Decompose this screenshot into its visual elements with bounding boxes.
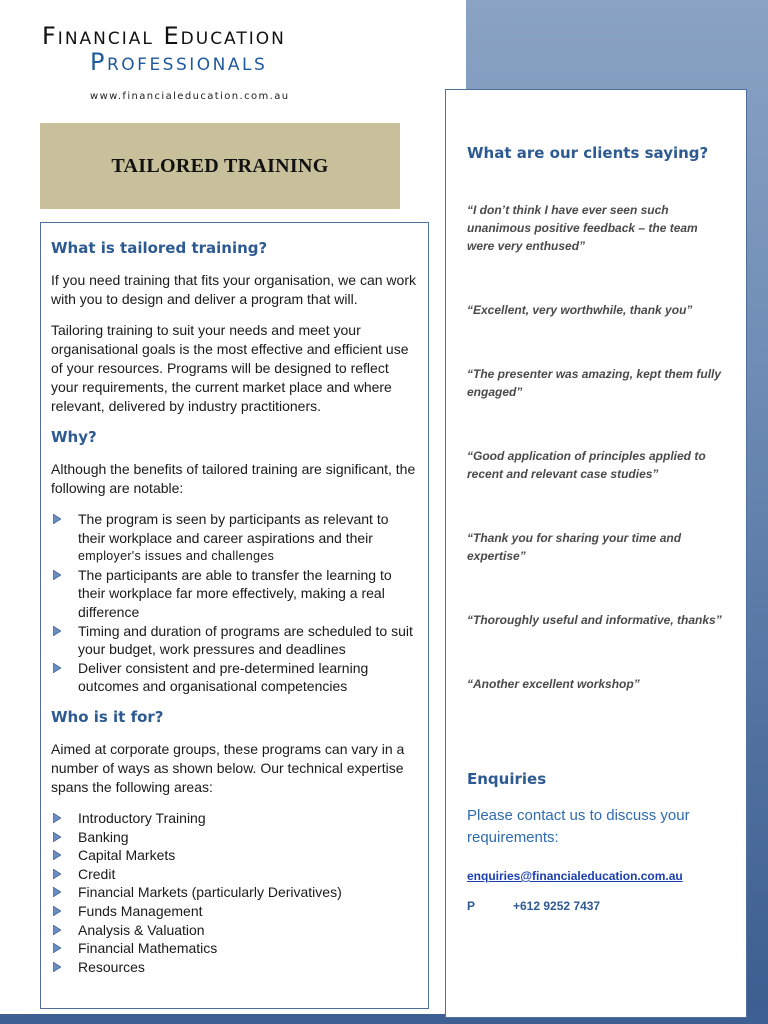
heading-what-is: What is tailored training? xyxy=(51,239,268,257)
area-text: Credit xyxy=(78,865,116,882)
arrow-bullet-icon xyxy=(53,813,61,823)
area-text: Analysis & Valuation xyxy=(78,921,205,938)
arrow-bullet-icon xyxy=(53,869,61,879)
area-text: Capital Markets xyxy=(78,847,176,864)
area-text: Introductory Training xyxy=(78,809,206,826)
list-item xyxy=(51,902,418,921)
heading-enquiries: Enquiries xyxy=(467,770,547,788)
arrow-bullet-icon xyxy=(53,663,61,673)
testimonials-box xyxy=(445,89,747,1018)
benefit-note: employer's issues and challenges xyxy=(78,549,275,564)
benefit-text: Deliver consistent and pre-determined learning outcomes and organisational competencies xyxy=(78,659,369,695)
arrow-bullet-icon xyxy=(53,906,61,916)
benefit-text: The program is seen by participants as relevant to their workplace and career aspirations and their xyxy=(78,511,389,546)
list-item xyxy=(51,939,418,958)
arrow-bullet-icon xyxy=(53,943,61,953)
main-content-box xyxy=(40,222,429,1009)
list-item xyxy=(51,566,418,622)
testimonial-quote: “Thank you for sharing your time and expertise” xyxy=(467,531,682,563)
areas-list xyxy=(51,809,418,976)
list-item xyxy=(51,865,418,884)
brand-url[interactable]: www.financialeducation.com.au xyxy=(90,91,290,102)
heading-who: Who is it for? xyxy=(51,707,164,726)
heading-clients: What are our clients saying? xyxy=(467,144,709,162)
arrow-bullet-icon xyxy=(53,887,61,897)
list-item xyxy=(51,846,418,865)
contact-text: Please contact us to discuss your requirements: xyxy=(467,807,690,846)
title-banner xyxy=(40,123,400,209)
list-item xyxy=(51,622,418,659)
list-item xyxy=(51,510,418,566)
heading-why: Why? xyxy=(51,428,97,446)
testimonial-quote: “Good application of principles applied to recent and relevant case studies” xyxy=(467,449,706,481)
list-item xyxy=(51,659,418,696)
testimonial-quote: “Another excellent workshop” xyxy=(467,677,640,691)
benefit-text: Timing and duration of programs are scheduled to suit your budget, work pressures and deadlines xyxy=(78,622,413,658)
list-item xyxy=(51,921,418,940)
arrow-bullet-icon xyxy=(53,626,61,636)
testimonial-quote: “I don’t think I have ever seen such unanimous positive feedback – the team were very enthused” xyxy=(467,203,698,253)
benefits-list xyxy=(51,510,418,696)
brand-name-line2: Professionals xyxy=(90,48,268,76)
arrow-bullet-icon xyxy=(53,832,61,842)
benefit-text: The participants are able to transfer the learning to their workplace far more effectively, making a real difference xyxy=(78,566,392,620)
email-link[interactable]: enquiries@financialeducation.com.au xyxy=(467,869,683,883)
list-item xyxy=(51,883,418,902)
list-item xyxy=(51,828,418,847)
area-text: Resources xyxy=(78,958,145,975)
testimonial-quote: “Excellent, very worthwhile, thank you” xyxy=(467,303,693,317)
area-text: Financial Markets (particularly Derivatives) xyxy=(78,884,342,901)
arrow-bullet-icon xyxy=(53,962,61,972)
list-item xyxy=(51,809,418,828)
arrow-bullet-icon xyxy=(53,850,61,860)
list-item xyxy=(51,958,418,977)
testimonial-quote: “The presenter was amazing, kept them fully engaged” xyxy=(467,367,722,399)
paragraph-intro: If you need training that fits your organisation, we can work with you to design and deliver a program that will. xyxy=(51,272,416,307)
phone-row xyxy=(467,899,726,913)
paragraph-tailoring: Tailoring training to suit your needs and meet your organisational goals is the most effective and efficient use of your resources. Programs will be designed to reflect your requirements, the current market place and where relevant, delivered by industry practitioners. xyxy=(51,322,409,414)
phone-number[interactable]: +612 9252 7437 xyxy=(513,899,601,913)
paragraph-who: Aimed at corporate groups, these programs can vary in a number of ways as shown below. Our technical expertise spans the following areas: xyxy=(51,740,405,795)
page-title: TAILORED TRAINING xyxy=(111,154,329,177)
phone-label: P xyxy=(467,899,476,913)
arrow-bullet-icon xyxy=(53,514,61,524)
arrow-bullet-icon xyxy=(53,570,61,580)
arrow-bullet-icon xyxy=(53,925,61,935)
testimonial-quote: “Thoroughly useful and informative, thanks” xyxy=(467,613,722,627)
paragraph-benefits-intro: Although the benefits of tailored training are significant, the following are notable: xyxy=(51,461,416,496)
brand-name-line1: Financial Education xyxy=(42,22,286,50)
area-text: Funds Management xyxy=(78,902,203,919)
area-text: Financial Mathematics xyxy=(78,940,218,957)
area-text: Banking xyxy=(78,828,129,845)
